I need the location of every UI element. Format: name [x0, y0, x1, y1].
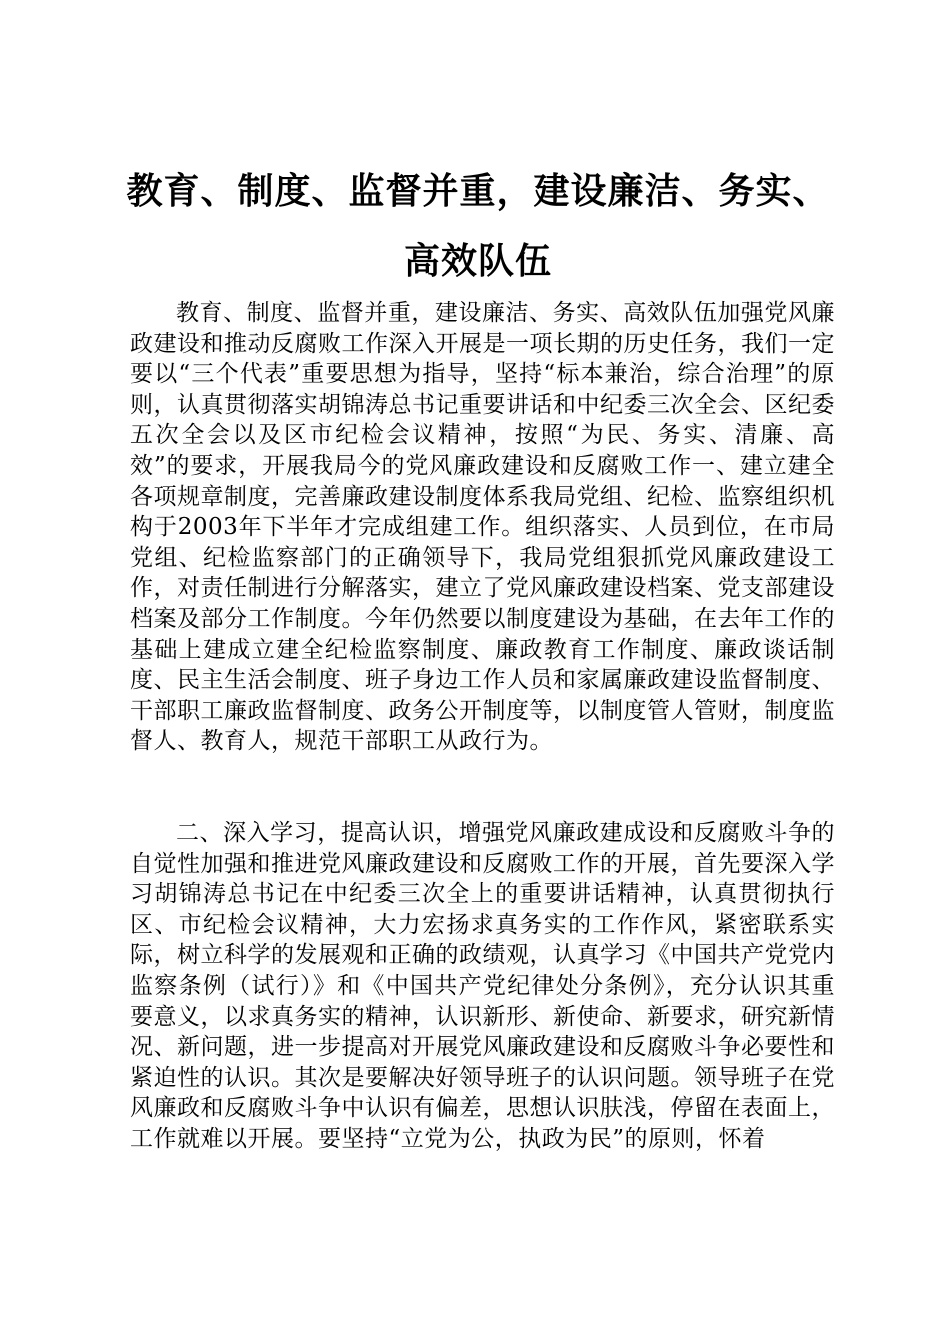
paragraph-2: 二、深入学习，提高认识，增强党风廉政建成设和反腐败斗争的自觉性加强和推进党风廉政建设和反腐败工作的开展，首先要深入学习胡锦涛总书记在中纪委三次全上的重要讲话精神，认真贯彻执行区、市纪检会议精神，大力宏扬求真务实的工作作风，紧密联系实际，树立科学的发展观和正确的政绩观，认真学习《中国共产党党内监察条例（试行）》和《中国共产党纪律处分条例》，充分认识其重要意义，以求真务实的精神，认识新形、新使命、新要求，研究新情况、新问题，进一步提高对开展党风廉政建设和反腐败斗争必要性和紧迫性的认识。其次是要解决好领导班子的认识问题。领导班子在党风廉政和反腐败斗争中认识有偏差，思想认识肤浅，停留在表面上，工作就难以开展。要坚持“立党为公，执政为民”的原则，怀着: [130, 820, 835, 1152]
document-title: 教育、制度、监督并重，建设廉洁、务实、高效队伍: [126, 170, 830, 282]
paragraph-1: 教育、制度、监督并重，建设廉洁、务实、高效队伍加强党风廉政建设和推动反腐败工作深入开展是一项长期的历史任务，我们一定要以“三个代表”重要思想为指导，坚持“标本兼治，综合治理”的原则，认真贯彻落实胡锦涛总书记重要讲话和中纪委三次全会、区纪委五次全会以及区市纪检会议精神，按照“为民、务实、清廉、高效”的要求，开展我局今的党风廉政建设和反腐败工作一、建立建全各项规章制度，完善廉政建设制度体系我局党组、纪检、监察组织机构于2003年下半年才完成组建工作。组织落实、人员到位，在市局党组、纪检监察部门的正确领导下，我局党组狠抓党风廉政建设工作，对责任制进行分解落实，建立了党风廉政建设档案、党支部建设档案及部分工作制度。今年仍然要以制度建设为基础，在去年工作的基础上建成立建全纪检监察制度、廉政教育工作制度、廉政谈话制度、民主生活会制度、班子身边工作人员和家属廉政建设监督制度、干部职工廉政监督制度、政务公开制度等，以制度管人管财，制度监督人、教育人，规范干部职工从政行为。: [130, 300, 835, 755]
